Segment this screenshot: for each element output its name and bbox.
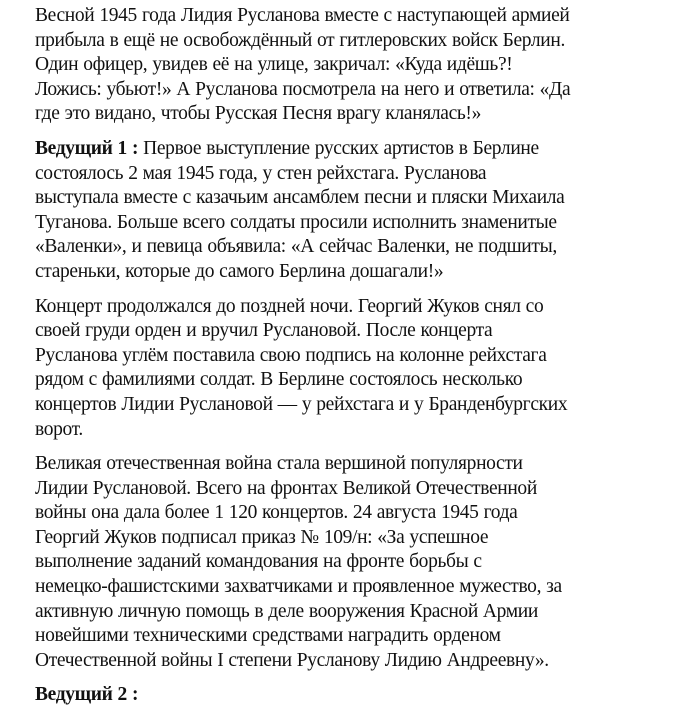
text-line: Туганова. Больше всего солдаты просили исполнить знаменитые bbox=[35, 211, 557, 233]
text-line: где это видано, чтобы Русская Песня врагу кланялась!» bbox=[35, 103, 481, 125]
text-line: активную личную помощь в деле вооружения Красной Армии bbox=[35, 600, 538, 622]
text-line: Ложись: убьют!» А Русланова посмотрела на него и ответила: «Да bbox=[35, 78, 571, 100]
paragraph-berlin-arrival bbox=[35, 4, 674, 127]
speaker-label: Ведущий 2 : bbox=[35, 684, 139, 706]
text-line: своей груди орден и вручил Руслановой. После концерта bbox=[35, 320, 493, 342]
paragraph-award bbox=[35, 452, 674, 673]
text-line: рядом с фамилиями солдат. В Берлине состоялось несколько bbox=[35, 369, 523, 391]
text-line: Великая отечественная война стала вершиной популярности bbox=[35, 453, 523, 475]
text-line-content: Первое выступление русских артистов в Берлине bbox=[138, 137, 539, 159]
text-line: Весной 1945 года Лидия Русланова вместе с наступающей армией bbox=[35, 5, 570, 26]
text-line: выполнение заданий командования на фронте борьбы с bbox=[35, 551, 482, 573]
text-line: новейшими техническими средствами наградить орденом bbox=[35, 625, 501, 647]
text-line bbox=[35, 137, 674, 162]
text-line: войны она дала более 1 120 концертов. 24 августа 1945 года bbox=[35, 502, 518, 524]
paragraph-host-2 bbox=[35, 683, 674, 708]
text-line: Лидии Руслановой. Всего на фронтах Великой Отечественной bbox=[35, 477, 537, 499]
paragraph-concert bbox=[35, 295, 674, 443]
text-line: состоялось 2 мая 1945 года, у стен рейхстага. Русланова bbox=[35, 162, 487, 184]
text-line: стареньки, которые до самого Берлина дошагали!» bbox=[35, 260, 444, 282]
text-line: Русланова углём поставила свою подпись на колонне рейхстага bbox=[35, 344, 547, 366]
text-line: прибыла в ещё не освобождённый от гитлеровских войск Берлин. bbox=[35, 29, 566, 51]
text-line: Отечественной войны I степени Русланову Лидию Андреевну». bbox=[35, 649, 549, 671]
text-line: ворот. bbox=[35, 418, 83, 440]
paragraph-host-1 bbox=[35, 137, 674, 285]
text-line: Один офицер, увидев её на улице, закричал: «Куда идёшь?! bbox=[35, 54, 513, 76]
speaker-label: Ведущий 1 : bbox=[35, 137, 139, 159]
text-line: выступала вместе с казачьим ансамблем песни и пляски Михаила bbox=[35, 187, 565, 209]
text-line: Георгий Жуков подписал приказ № 109/н: «За успешное bbox=[35, 526, 489, 548]
text-line: «Валенки», и певица объявила: «А сейчас Валенки, не подшиты, bbox=[35, 236, 557, 258]
text-line: Концерт продолжался до поздней ночи. Георгий Жуков снял со bbox=[35, 295, 544, 317]
text-line: немецко-фашистскими захватчиками и проявленное мужество, за bbox=[35, 576, 562, 598]
text-line: концертов Лидии Руслановой — у рейхстага и у Бранденбургских bbox=[35, 393, 568, 415]
